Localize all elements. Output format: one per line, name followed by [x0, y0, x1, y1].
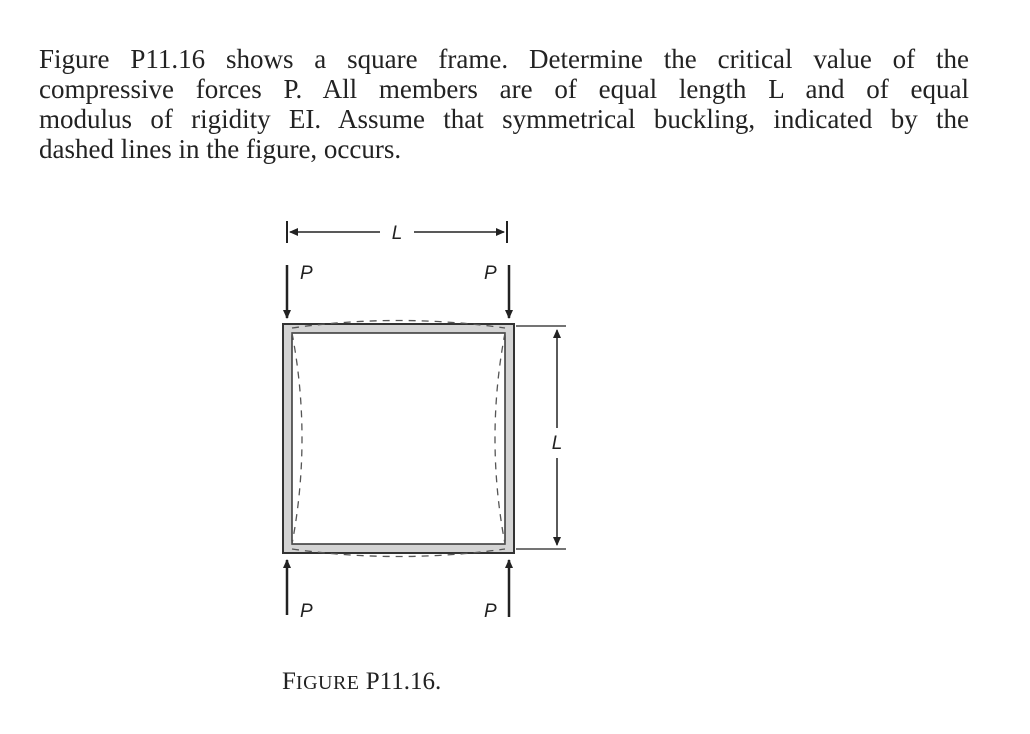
frame-inner — [292, 333, 505, 544]
right-dimension — [516, 326, 566, 549]
top-span-label: L — [391, 223, 403, 244]
load-label-bottom-right: P — [484, 601, 497, 622]
caption-first-letter: F — [282, 668, 296, 695]
square-frame — [283, 324, 514, 553]
side-span-label: L — [551, 433, 563, 454]
figure-caption — [282, 668, 441, 696]
caption-small-caps: IGURE — [295, 672, 360, 694]
load-top-right — [484, 263, 509, 318]
problem-line-2: compressive forces P. All members are of equal length L and of equal — [39, 74, 969, 104]
caption-number: P11.16. — [359, 668, 442, 695]
problem-line-4: dashed lines in the figure, occurs. — [39, 134, 402, 164]
load-label-bottom-left: P — [300, 601, 313, 622]
load-label-top-left: P — [300, 263, 313, 284]
load-bottom-left — [287, 560, 313, 622]
load-top-left — [287, 263, 313, 318]
problem-line-3: modulus of rigidity EI. Assume that symmetrical buckling, indicated by the — [39, 104, 969, 134]
load-label-top-right: P — [484, 263, 497, 284]
top-dimension — [287, 221, 507, 244]
problem-line-1: Figure P11.16 shows a square frame. Determine the critical value of the — [39, 44, 969, 74]
load-bottom-right — [484, 560, 509, 622]
